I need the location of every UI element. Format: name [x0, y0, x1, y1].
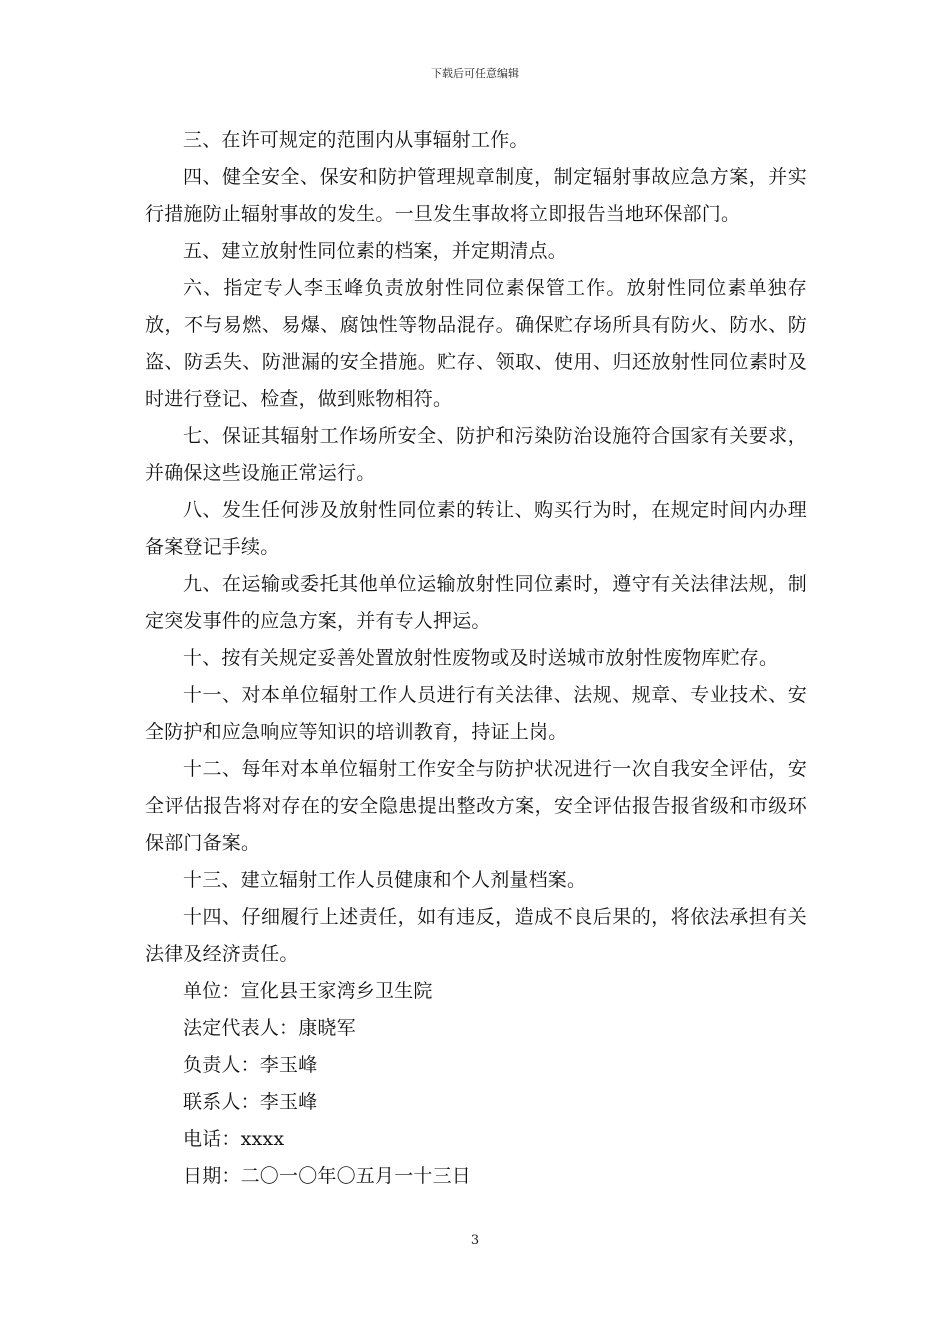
clause-4: 四、健全安全、保安和防护管理规章制度，制定辐射事故应急方案，并实行措施防止辐射事故的发生。一旦发生事故将立即报告当地环保部门。: [145, 166, 807, 225]
signature-legal-representative: 法定代表人：康晓军: [183, 1017, 356, 1039]
signature-unit: 单位：宣化县王家湾乡卫生院: [183, 980, 433, 1002]
page-header: 下载后可任意编辑: [431, 67, 519, 80]
clause-9: 九、在运输或委托其他单位运输放射性同位素时，遵守有关法律法规，制定突发事件的应急方案，并有专人押运。: [145, 573, 807, 632]
signature-date: 日期：二〇一〇年〇五月一十三日: [183, 1165, 472, 1187]
signature-contact: 联系人：李玉峰: [183, 1091, 318, 1113]
page-number: 3: [470, 1233, 480, 1248]
clause-10: 十、按有关规定妥善处置放射性废物或及时送城市放射性废物库贮存。: [183, 647, 779, 669]
clause-5: 五、建立放射性同位素的档案，并定期清点。: [183, 240, 568, 262]
clause-12: 十二、每年对本单位辐射工作安全与防护状况进行一次自我安全评估，安全评估报告将对存在的安全隐患提出整改方案，安全评估报告报省级和市级环保部门备案。: [145, 758, 807, 854]
clause-7: 七、保证其辐射工作场所安全、防护和污染防治设施符合国家有关要求，并确保这些设施正常运行。: [145, 425, 807, 484]
clause-3: 三、在许可规定的范围内从事辐射工作。: [183, 129, 529, 151]
clause-14: 十四、仔细履行上述责任，如有违反，造成不良后果的，将依法承担有关法律及经济责任。: [145, 906, 807, 965]
clause-6: 六、指定专人李玉峰负责放射性同位素保管工作。放射性同位素单独存放，不与易燃、易爆、腐蚀性等物品混存。确保贮存场所具有防火、防水、防盗、防丢失、防泄漏的安全措施。贮存、领取、使用、归还放射性同位素时及时进行登记、检查，做到账物相符。: [145, 277, 807, 410]
clause-11: 十一、对本单位辐射工作人员进行有关法律、法规、规章、专业技术、安全防护和应急响应等知识的培训教育，持证上岗。: [145, 684, 807, 743]
clause-13: 十三、建立辐射工作人员健康和个人剂量档案。: [183, 869, 587, 891]
signature-person-in-charge: 负责人：李玉峰: [183, 1054, 318, 1076]
clause-8: 八、发生任何涉及放射性同位素的转让、购买行为时，在规定时间内办理备案登记手续。: [145, 499, 807, 558]
signature-phone: 电话：xxxx: [183, 1128, 285, 1150]
document-body: [145, 122, 807, 1195]
